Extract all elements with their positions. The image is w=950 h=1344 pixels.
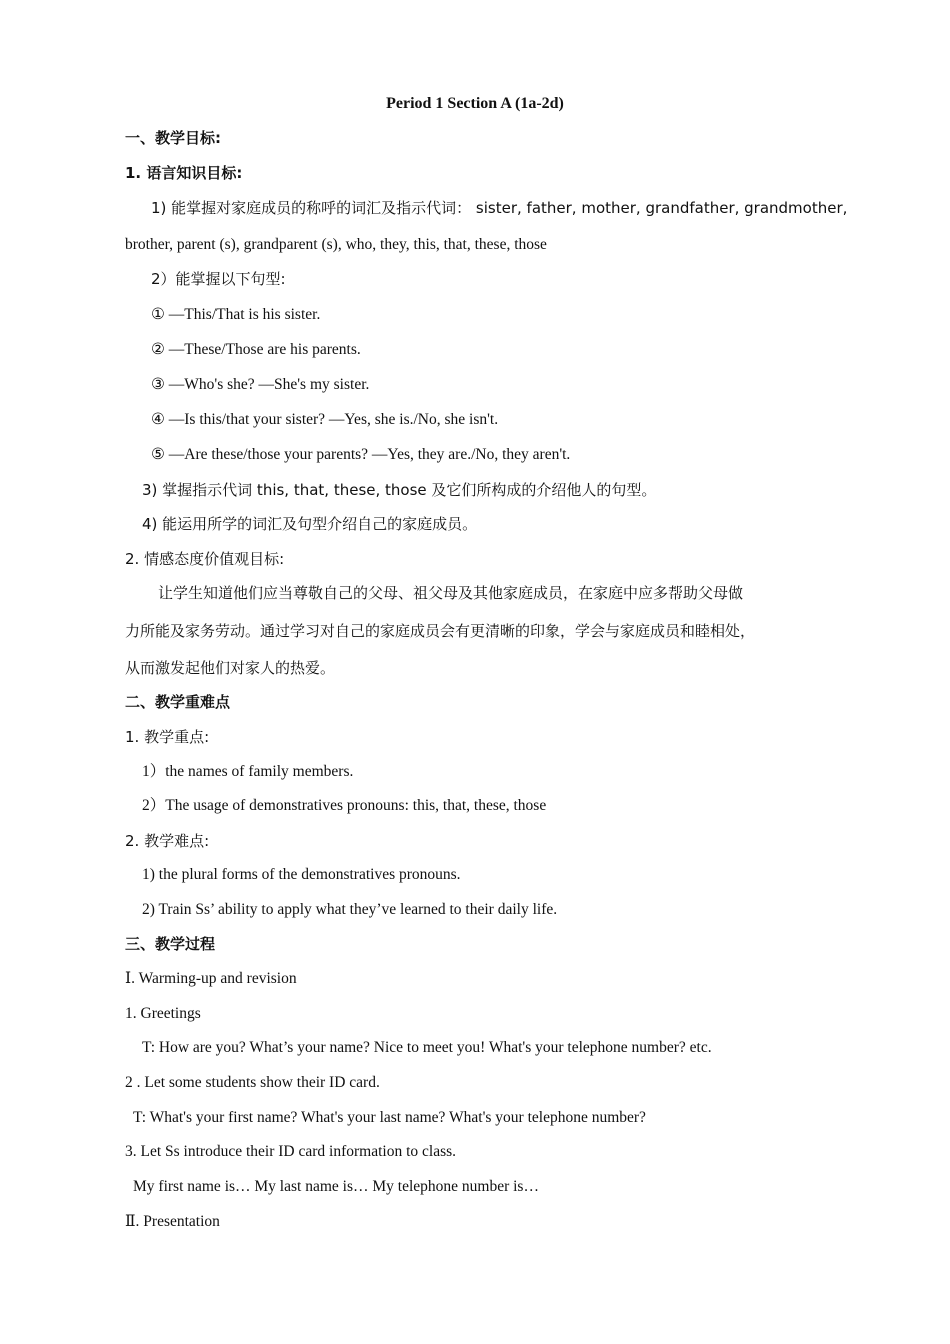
step-heading: Ⅱ. Presentation [125,1213,220,1230]
page-title: Period 1 Section A (1a-2d) [386,95,564,112]
pattern-item: ③ —Who's she? —She's my sister. [151,376,370,393]
paragraph-affective-cont: 力所能及家务劳动。通过学习对自己的家庭成员会有更清晰的印象，学会与家庭成员和睦相处， [125,622,756,640]
pattern-item: ① —This/That is his sister. [151,306,321,323]
paragraph-vocabulary: 1) 能掌握对家庭成员的称呼的词汇及指示代词： sister, father, mother, grandfather, grandmother, [151,199,848,217]
pattern-item: ② —These/Those are his parents. [151,341,361,358]
step-detail: My first name is… My last name is… My telephone number is… [133,1178,539,1195]
section-heading-key-points: 二、教学重难点 [125,693,231,711]
step-detail: T: What's your first name? What's your last name? What's your telephone number? [133,1109,646,1126]
subheading-affective-goals: 2. 情感态度价值观目标: [125,550,285,568]
step-item: 3. Let Ss introduce their ID card information to class. [125,1143,457,1160]
subheading-key-points: 1. 教学重点: [125,728,210,746]
step-item: 1. Greetings [125,1005,201,1022]
subheading-difficulties: 2. 教学难点: [125,832,210,850]
paragraph-vocabulary-cont: brother, parent (s), grandparent (s), who, they, this, that, these, those [125,236,547,253]
list-item-introduce-family: 4) 能运用所学的词汇及句型介绍自己的家庭成员。 [142,515,478,533]
subheading-language-goals: 1. 语言知识目标: [125,164,243,182]
list-item: 1）the names of family members. [142,763,354,780]
pattern-item: ④ —Is this/that your sister? —Yes, she is./No, she isn't. [151,411,499,428]
list-item: 2）The usage of demonstratives pronouns: this, that, these, those [142,797,547,814]
section-heading-process: 三、教学过程 [125,935,216,953]
step-detail: T: How are you? What’s your name? Nice to meet you! What's your telephone number? etc. [142,1039,712,1056]
paragraph-affective-end: 从而激发起他们对家人的热爱。 [125,659,336,677]
list-item: 1) the plural forms of the demonstratives pronouns. [142,866,461,883]
paragraph-affective: 让学生知道他们应当尊敬自己的父母、祖父母及其他家庭成员，在家庭中应多帮助父母做 [158,584,744,602]
step-item: 2 . Let some students show their ID card. [125,1074,380,1091]
list-item-sentence-patterns: 2）能掌握以下句型: [151,270,286,288]
list-item-demonstratives: 3) 掌握指示代词 this, that, these, those 及它们所构成的介绍他人的句型。 [142,481,657,499]
list-item: 2) Train Ss’ ability to apply what they’ve learned to their daily life. [142,901,558,918]
step-heading: Ⅰ. Warming-up and revision [125,970,297,987]
pattern-item: ⑤ —Are these/those your parents? —Yes, they are./No, they aren't. [151,446,571,463]
section-heading-objectives: 一、教学目标: [125,129,221,147]
